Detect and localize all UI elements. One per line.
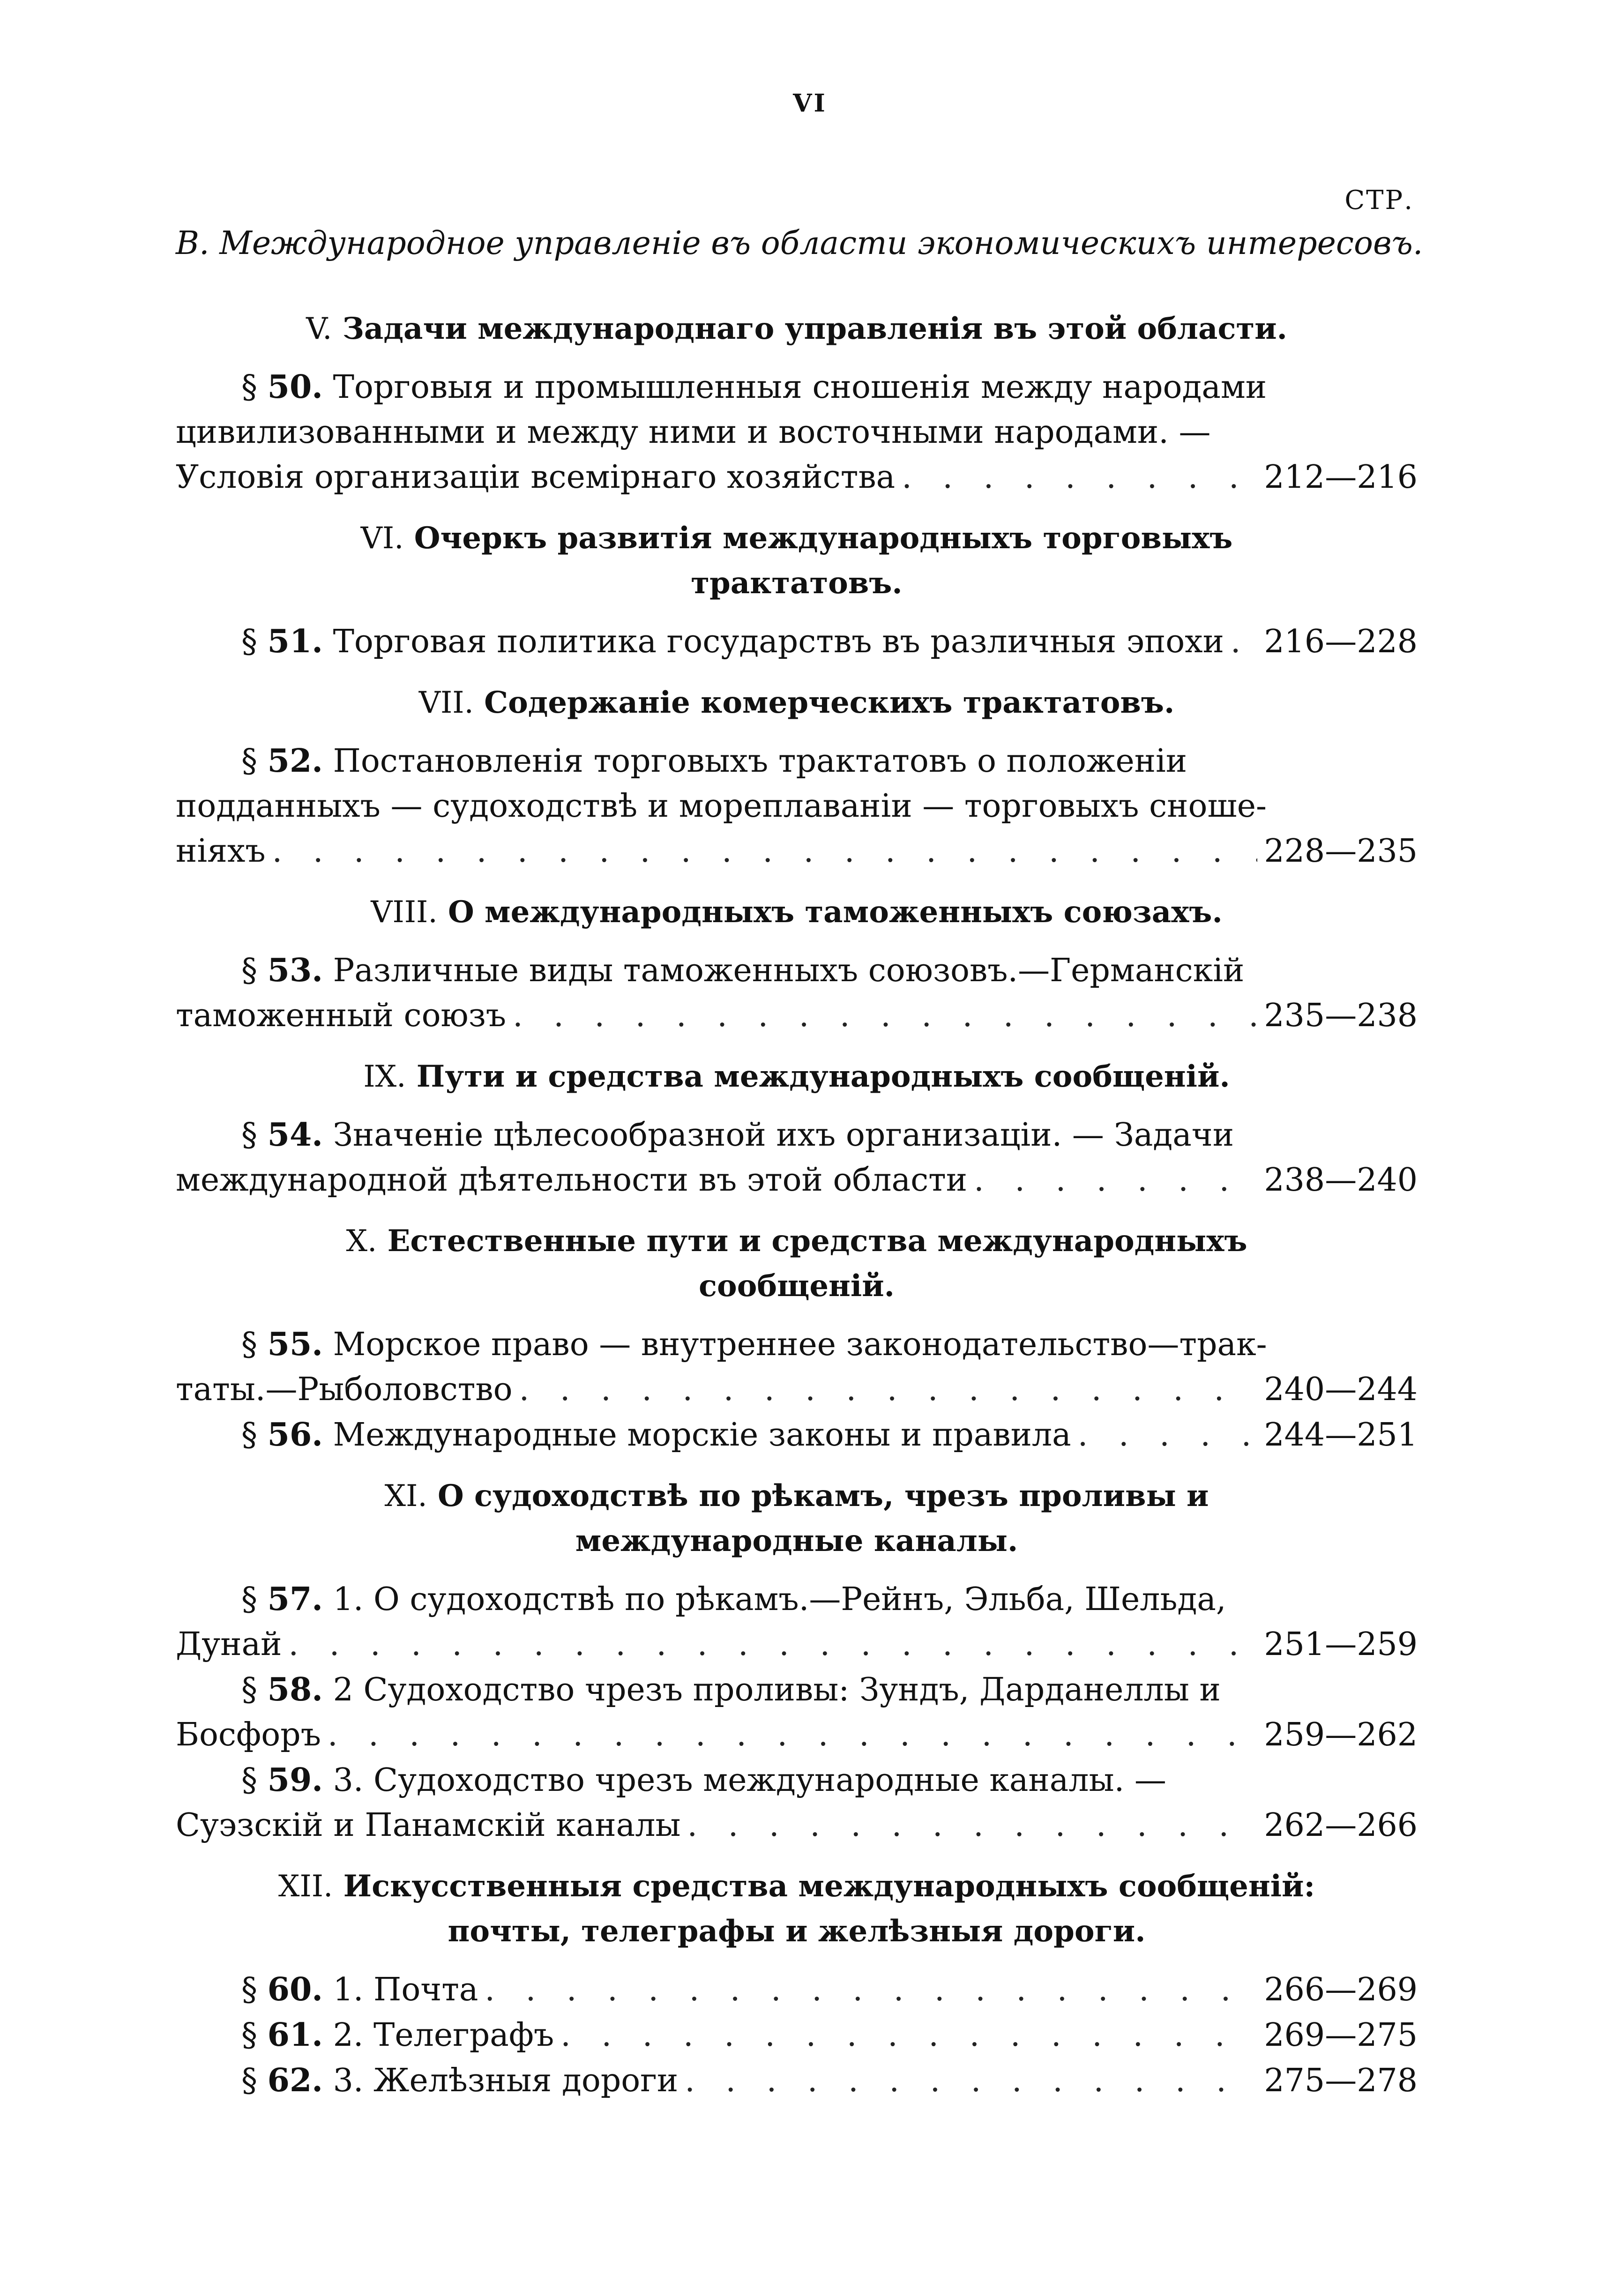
page-number: VI [793, 89, 827, 118]
paragraph-number: 61. [267, 2016, 323, 2054]
paragraph-number: 51. [267, 623, 323, 660]
toc-entry [176, 1967, 1418, 2013]
page-range: 216—228 [1264, 623, 1418, 660]
section-sign: § [241, 1416, 257, 1454]
entry-last-line [176, 1967, 1418, 2013]
section-number: VI. [360, 521, 404, 556]
entry-text-wrap [241, 1412, 1071, 1458]
entry-line [176, 1758, 1418, 1803]
entry-text: Босфоръ [176, 1716, 321, 1753]
page-range: 235—238 [1264, 997, 1418, 1034]
entry-text: 3. Судоходство чрезъ международные каналы. — [333, 1762, 1166, 1799]
section-title: Искусственныя средства международныхъ сообщеній: почты, телеграфы и желѣзныя дороги. [343, 1869, 1315, 1949]
entry-text-wrap [176, 993, 506, 1038]
entry-last-line [176, 1622, 1418, 1667]
dot-leader [328, 1713, 1257, 1758]
entry-text-wrap [176, 455, 895, 500]
entry-text: таможенный союзъ [176, 997, 507, 1034]
section-sign: § [241, 743, 257, 780]
paragraph-number: 56. [267, 1416, 323, 1454]
entry-text: Различные виды таможенныхъ союзовъ.—Германскій [333, 952, 1245, 989]
entry-line [176, 1112, 1418, 1158]
paragraph-number: 57. [267, 1580, 323, 1618]
entry-last-line [176, 829, 1418, 874]
section-sign: § [241, 2062, 257, 2099]
section-heading [176, 1219, 1418, 1309]
entry-text: ніяхъ [176, 833, 266, 870]
entry-text: Дунай [176, 1626, 282, 1663]
section-sign: § [241, 1117, 257, 1154]
page-range: 244—251 [1264, 1416, 1418, 1454]
entry-text: международной дѣятельности въ этой области [176, 1162, 968, 1199]
entry-line [176, 1322, 1418, 1367]
entry-text: Международные морскіе законы и правила [333, 1416, 1071, 1454]
entry-line [176, 948, 1418, 993]
section-sign: § [241, 1671, 257, 1708]
section-heading [176, 306, 1418, 351]
entry-text: 2 Судоходство чрезъ проливы: Зундъ, Дарданеллы и [333, 1671, 1221, 1708]
paragraph-number: 50. [267, 368, 323, 406]
entry-text-wrap [241, 2058, 678, 2103]
section-heading [176, 1864, 1418, 1954]
toc-entry [176, 2058, 1418, 2103]
page-range: 212—216 [1264, 459, 1418, 496]
entry-text-wrap [176, 1158, 967, 1203]
toc-entry [176, 1577, 1418, 1667]
page-range: 266—269 [1264, 1971, 1418, 2008]
paragraph-number: 58. [267, 1671, 323, 1708]
section-number: VII. [418, 686, 474, 720]
dot-leader [513, 993, 1257, 1038]
entry-line [176, 1577, 1418, 1622]
section-sign: § [241, 1762, 257, 1799]
entry-line [176, 410, 1418, 455]
section-sign: § [241, 1326, 257, 1363]
section-heading [176, 1054, 1418, 1099]
part-title: В. Международное управленіе въ области экономическихъ интересовъ. [176, 225, 1423, 262]
entry-last-line [176, 1803, 1418, 1848]
entry-text: Торговыя и промышленныя сношенія между народами [333, 369, 1267, 406]
page-range: 269—275 [1264, 2017, 1418, 2054]
section-number: XI. [384, 1479, 427, 1513]
paragraph-number: 62. [267, 2062, 323, 2099]
dot-leader [902, 455, 1257, 500]
dot-leader [1231, 619, 1258, 664]
entry-last-line [176, 993, 1418, 1038]
dot-leader [272, 829, 1258, 874]
entry-text-wrap [176, 1803, 681, 1848]
entry-text: Суэзскій и Панамскій каналы [176, 1807, 681, 1844]
section-sign: § [241, 623, 257, 660]
toc-entry [176, 1758, 1418, 1848]
section-sign: § [241, 2017, 257, 2054]
entry-text: 1. О судоходствѣ по рѣкамъ.—Рейнъ, Эльба, Шельда, [333, 1581, 1226, 1618]
page-range: 259—262 [1264, 1716, 1418, 1753]
paragraph-number: 53. [267, 952, 323, 989]
entry-last-line [176, 1158, 1418, 1203]
page-range: 275—278 [1264, 2062, 1418, 2099]
entry-line [176, 365, 1418, 410]
toc-entry [176, 1412, 1418, 1458]
toc-entry [176, 738, 1418, 874]
entry-text: Значеніе цѣлесообразной ихъ организаціи. — Задачи [333, 1117, 1234, 1154]
entry-line [176, 784, 1418, 829]
dot-leader [974, 1158, 1257, 1203]
section-heading [176, 890, 1418, 935]
entry-last-line [176, 1412, 1418, 1458]
dot-leader [685, 2058, 1257, 2103]
dot-leader [1078, 1413, 1258, 1458]
entry-last-line [176, 1713, 1418, 1758]
entry-text: Морское право — внутреннее законодательство—трак- [333, 1326, 1267, 1363]
paragraph-number: 60. [267, 1971, 323, 2008]
section-number: V. [306, 312, 332, 346]
paragraph-number: 52. [267, 742, 323, 780]
section-title: Задачи международнаго управленія въ этой области. [342, 311, 1287, 346]
section-heading [176, 516, 1418, 606]
page-range: 238—240 [1264, 1162, 1418, 1199]
section-number: XII. [278, 1869, 333, 1904]
section-sign: § [241, 952, 257, 989]
dot-leader [485, 1968, 1257, 2013]
entry-text-wrap [176, 1713, 321, 1758]
toc-entry [176, 948, 1418, 1038]
entry-text-wrap [241, 619, 1224, 664]
dot-leader [519, 1367, 1258, 1412]
paragraph-number: 54. [267, 1116, 323, 1154]
entry-text: 1. Почта [333, 1971, 478, 2008]
paragraph-number: 59. [267, 1761, 323, 1799]
entry-text-wrap [241, 1967, 478, 2013]
paragraph-number: 55. [267, 1326, 323, 1363]
toc-entry [176, 619, 1418, 664]
entry-text-wrap [241, 2013, 554, 2058]
entry-text: Постановленія торговыхъ трактатовъ о положеніи [333, 743, 1187, 780]
entry-last-line [176, 1367, 1418, 1412]
dot-leader [560, 2013, 1257, 2058]
entry-text: таты.—Рыболовство [176, 1371, 513, 1408]
entry-last-line [176, 619, 1418, 664]
section-number: IX. [363, 1059, 406, 1094]
page-range: 228—235 [1264, 833, 1418, 870]
entry-text: 2. Телеграфъ [333, 2017, 554, 2054]
page-range: 251—259 [1264, 1626, 1418, 1663]
toc-entry [176, 365, 1418, 500]
pages-column-label: СТР. [1344, 185, 1414, 216]
entry-last-line [176, 2058, 1418, 2103]
toc-entry [176, 1322, 1418, 1412]
entry-last-line [176, 455, 1418, 500]
section-title: Содержаніе комерческихъ трактатовъ. [484, 685, 1175, 720]
section-sign: § [241, 1971, 257, 2008]
section-sign: § [241, 1581, 257, 1618]
section-number: X. [346, 1224, 377, 1259]
section-title: Очеркъ развитія международныхъ торговыхъ трактатовъ. [414, 521, 1233, 601]
toc-entry [176, 1667, 1418, 1758]
entry-last-line [176, 2013, 1418, 2058]
section-title: О международныхъ таможенныхъ союзахъ. [448, 895, 1223, 930]
section-number: VIII. [371, 895, 438, 930]
entry-text: цивилизованными и между ними и восточными народами. — [176, 414, 1211, 451]
section-heading [176, 1474, 1418, 1564]
entry-text-wrap [176, 829, 266, 874]
dot-leader [687, 1803, 1258, 1848]
section-heading [176, 680, 1418, 725]
toc-entry [176, 2013, 1418, 2058]
page-range: 262—266 [1264, 1807, 1418, 1844]
section-title: Пути и средства международныхъ сообщеній. [416, 1059, 1230, 1094]
dot-leader [288, 1622, 1257, 1667]
table-of-contents [176, 291, 1418, 2103]
entry-text-wrap [176, 1622, 282, 1667]
entry-text: подданныхъ — судоходствѣ и мореплаваніи — торговыхъ сноше- [176, 788, 1267, 825]
section-title: Естественные пути и средства международныхъ сообщеній. [387, 1223, 1247, 1304]
toc-entry [176, 1112, 1418, 1203]
entry-text: Торговая политика государствъ въ различныя эпохи [333, 623, 1224, 660]
entry-text-wrap [176, 1367, 513, 1412]
entry-line [176, 738, 1418, 784]
section-title: О судоходствѣ по рѣкамъ, чрезъ проливы и международные каналы. [438, 1478, 1209, 1558]
entry-text: Условія организаціи всемірнаго хозяйства [176, 459, 896, 496]
page-range: 240—244 [1264, 1371, 1418, 1408]
entry-line [176, 1667, 1418, 1713]
section-sign: § [241, 369, 257, 406]
entry-text: 3. Желѣзныя дороги [333, 2062, 679, 2099]
